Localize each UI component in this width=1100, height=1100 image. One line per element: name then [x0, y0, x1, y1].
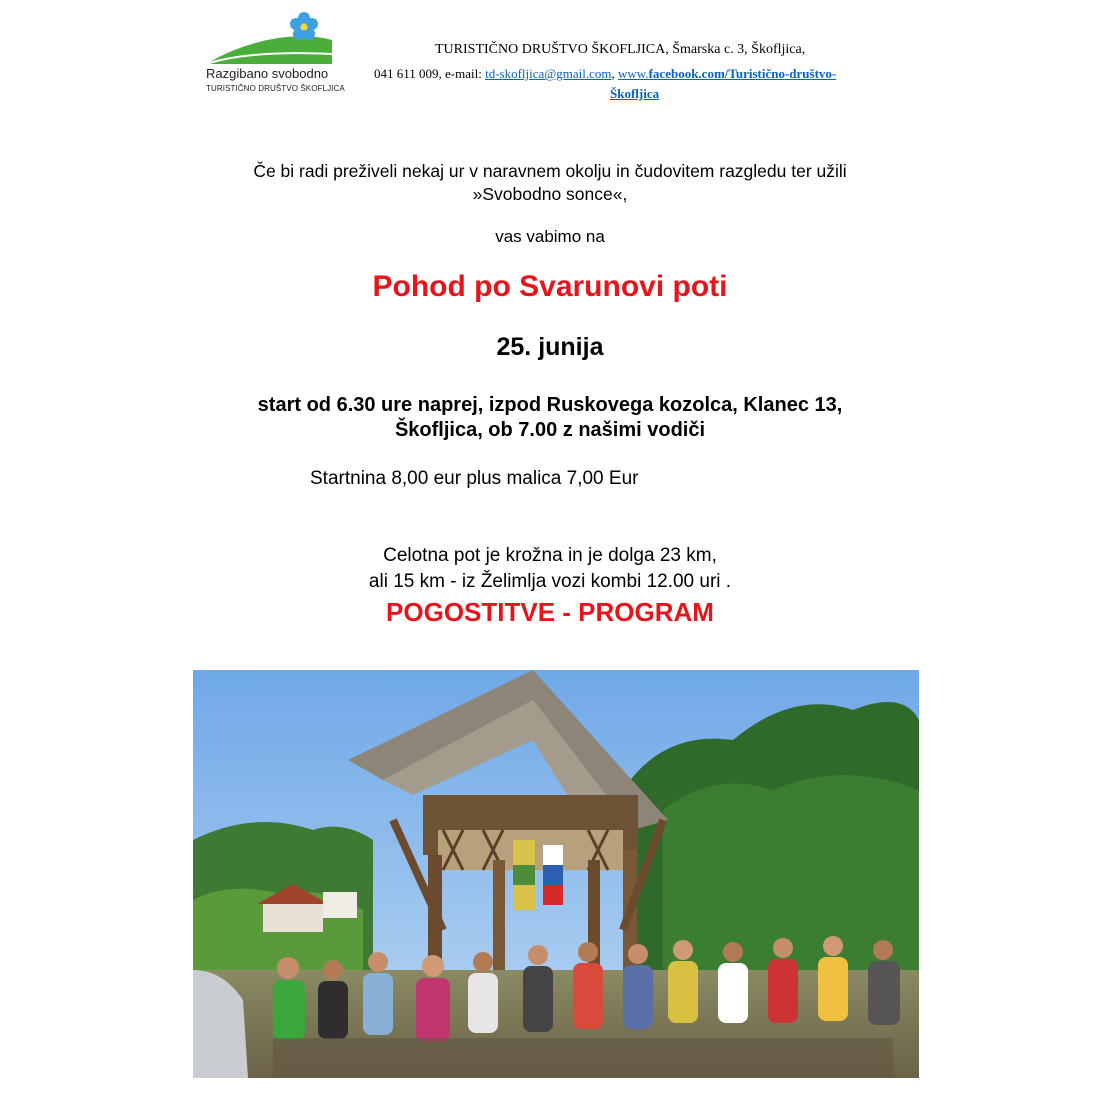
start-line-2: Škofljica, ob 7.00 z našimi vodiči [394, 419, 706, 441]
email-link[interactable]: td-skofljica@gmail.com [485, 66, 612, 81]
hikers-kozolec-photo [193, 670, 919, 1078]
event-photo [193, 670, 919, 1078]
start-info [0, 393, 1100, 443]
fee-info: Startnina 8,00 eur plus malica 7,00 Eur [310, 468, 639, 489]
invite-text: vas vabimo na [495, 227, 605, 246]
event-title: Pohod po Svarunovi poti [372, 270, 728, 303]
route-info [0, 543, 1100, 595]
phone-email-label: 041 611 009, e-mail: [374, 66, 486, 81]
event-date: 25. junija [496, 333, 604, 361]
facebook-link-continued[interactable]: Škofljica [610, 86, 660, 101]
facebook-link-path: /Turistično-društvo- [724, 66, 837, 81]
facebook-link[interactable] [618, 66, 836, 81]
route-line-1: Celotna pot je krožna in je dolga 23 km, [383, 545, 717, 566]
hill-flower-icon [200, 10, 340, 70]
organization-logo [200, 10, 345, 100]
facebook-link-www: www. [618, 66, 649, 81]
intro-line-2: »Svobodno sonce«, [472, 184, 628, 204]
logo-subtitle: TURISTIČNO DRUŠTVO ŠKOFLJICA [206, 84, 345, 93]
facebook-link-domain: facebook.com [648, 66, 725, 81]
contact-line [374, 66, 836, 82]
program-heading: POGOSTITVE - PROGRAM [386, 597, 714, 627]
separator: , [611, 66, 619, 81]
route-line-2: ali 15 km - iz Želimlja vozi kombi 12.00 uri . [368, 571, 732, 592]
start-line-1: start od 6.30 ure naprej, izpod Ruskovega kozolca, Klanec 13, [257, 394, 843, 416]
logo-title: Razgibano svobodno [206, 66, 329, 81]
organization-address: TURISTIČNO DRUŠTVO ŠKOFLJICA, Šmarska c. 3, Škofljica, [435, 42, 806, 57]
intro-text [0, 160, 1100, 206]
intro-line-1: Če bi radi preživeli nekaj ur v naravnem okolju in čudovitem razgledu ter užili [253, 161, 847, 181]
